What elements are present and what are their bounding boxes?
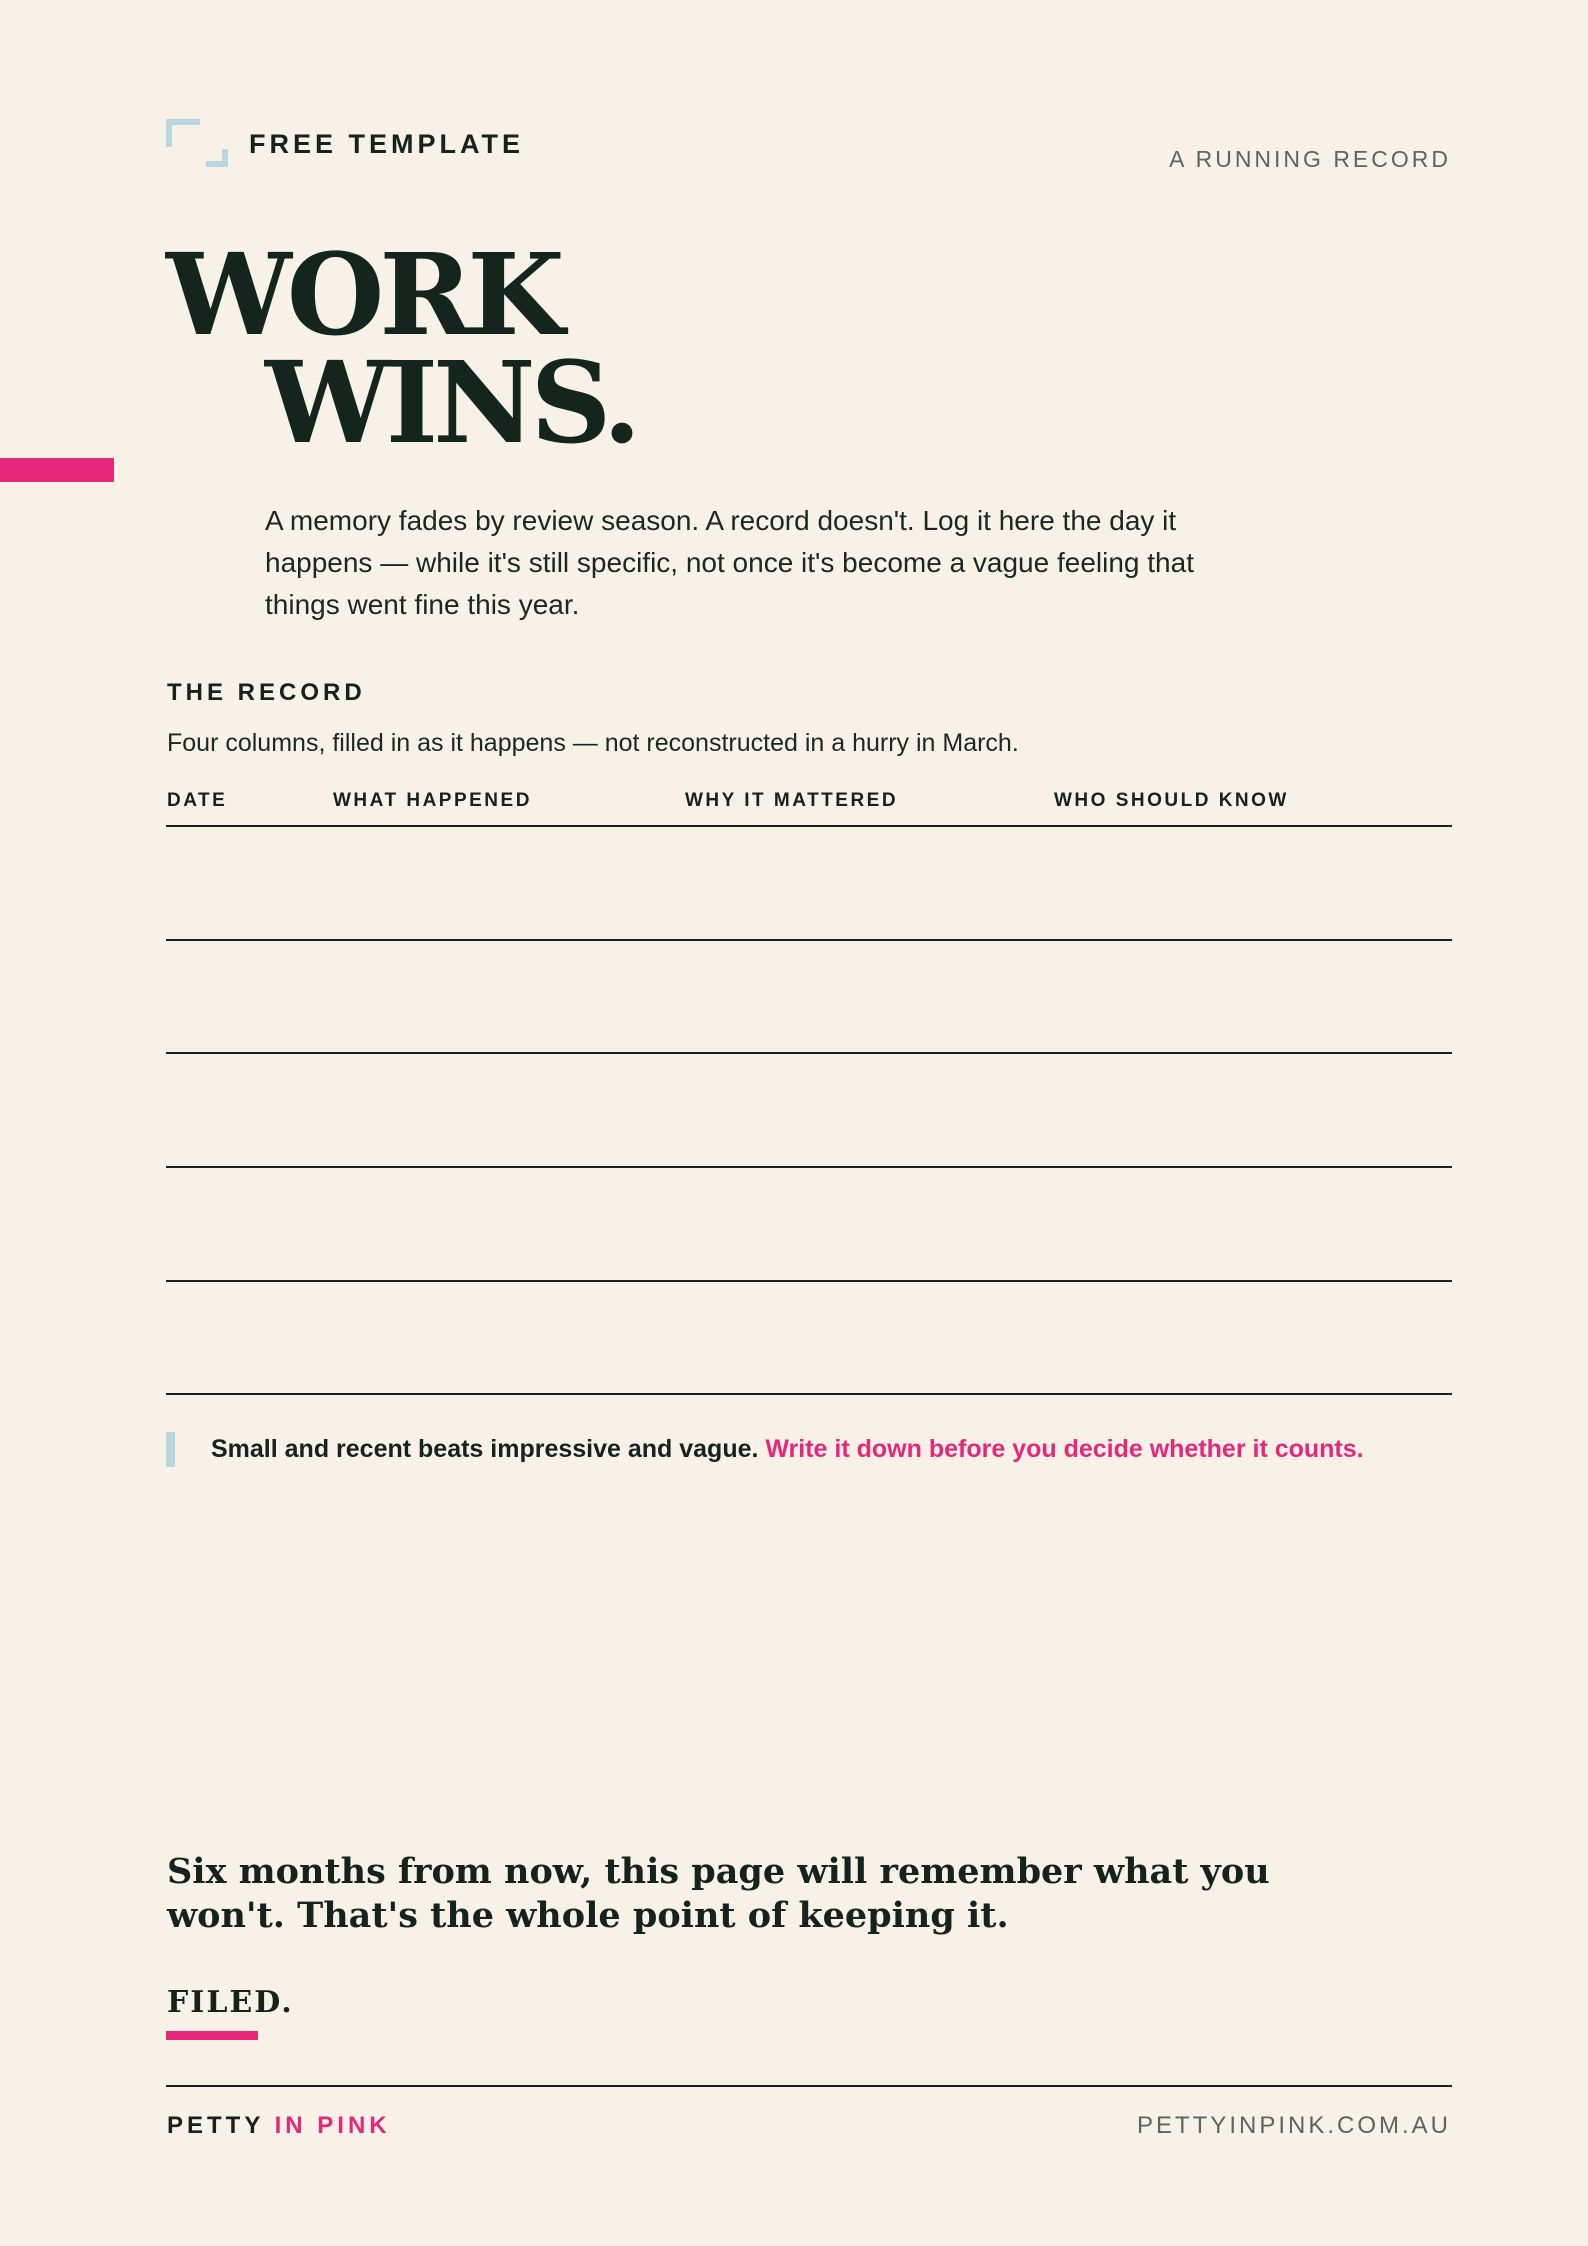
tip-lead: Small and recent beats impressive and vague. xyxy=(211,1435,759,1463)
column-header-who-should-know: WHO SHOULD KNOW xyxy=(1054,790,1289,811)
intro-paragraph: A memory fades by review season. A record doesn't. Log it here the day it happens — while it's still specific, not once it's become a vague feeling that things went fine this year. xyxy=(265,505,1194,620)
tip-accent-bar xyxy=(166,1432,175,1467)
brand-main: PETTY xyxy=(167,2112,264,2139)
brand-accent: IN PINK xyxy=(274,2112,391,2139)
column-header-what-happened: WHAT HAPPENED xyxy=(333,790,532,811)
running-record-label: A RUNNING RECORD xyxy=(1169,146,1451,172)
table-header-rule xyxy=(166,825,1452,827)
page-title-line-1: WORK xyxy=(166,230,560,361)
section-heading: THE RECORD xyxy=(167,679,366,706)
brand-name xyxy=(167,2111,391,2141)
table-row-line[interactable] xyxy=(166,1166,1452,1168)
table-row-line[interactable] xyxy=(166,1052,1452,1054)
filed-stamp: FILED. xyxy=(167,1985,294,2020)
tip-emphasis: Write it down before you decide whether it counts. xyxy=(765,1435,1364,1463)
page-title-line-2: WINS. xyxy=(265,338,637,469)
table-row-line[interactable] xyxy=(166,1280,1452,1282)
table-row-line[interactable] xyxy=(166,939,1452,941)
corner-bracket-icon xyxy=(166,119,228,167)
column-header-date: DATE xyxy=(167,790,228,811)
closing-statement: Six months from now, this page will remember what you won't. That's the whole point of keeping it. xyxy=(167,1851,1270,1936)
section-description: Four columns, filled in as it happens — not reconstructed in a hurry in March. xyxy=(167,729,1019,757)
footer-rule xyxy=(166,2085,1452,2087)
column-header-why-it-mattered: WHY IT MATTERED xyxy=(685,790,899,811)
tip-callout xyxy=(211,1432,1364,1466)
website-link[interactable]: PETTYINPINK.COM.AU xyxy=(1136,2112,1451,2139)
filed-underline xyxy=(166,2031,258,2040)
eyebrow-label: FREE TEMPLATE xyxy=(249,129,525,159)
accent-tab xyxy=(0,458,114,482)
table-row-line[interactable] xyxy=(166,1393,1452,1395)
